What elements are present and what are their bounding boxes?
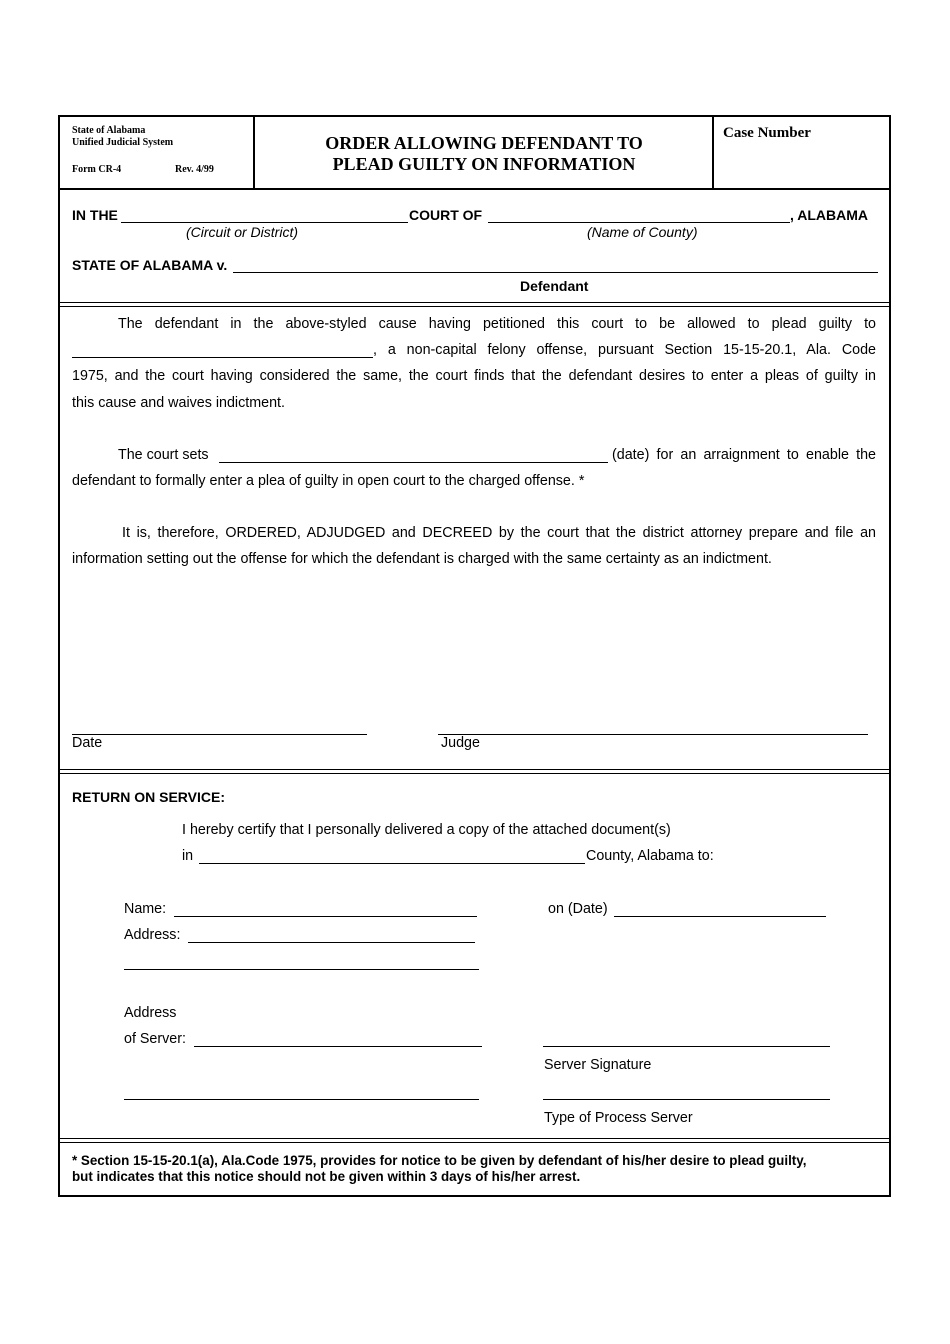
defendant-name-field[interactable]: [233, 272, 878, 273]
county-field[interactable]: [488, 222, 790, 223]
process-server-type-field[interactable]: [543, 1099, 830, 1100]
form-title-line-2: PLEAD GUILTY ON INFORMATION: [332, 154, 636, 174]
server-signature-label: Server Signature: [544, 1057, 652, 1073]
county-hint: (Name of County): [587, 224, 698, 240]
address-label: Address:: [124, 927, 181, 943]
state-v-label: STATE OF ALABAMA v.: [72, 257, 228, 273]
in-the-label: IN THE: [72, 207, 118, 223]
offense-field[interactable]: [72, 357, 373, 358]
served-address-field-1[interactable]: [188, 942, 475, 943]
caption-double-rule: [59, 302, 890, 307]
judge-signature-field[interactable]: [438, 734, 868, 735]
p1-line1-text: The defendant in the above-styled cause having petitioned this court to be allowed to plead guilty to: [118, 316, 876, 332]
arraignment-tail: (date) for an arraignment to enable the: [612, 447, 876, 463]
header-bottom-rule: [59, 188, 890, 190]
revision: Rev. 4/99: [175, 164, 214, 175]
order-date-field[interactable]: [72, 734, 367, 735]
address-server-label-1: Address: [124, 1005, 177, 1021]
return-service-heading: RETURN ON SERVICE:: [72, 789, 225, 805]
certify-line: I hereby certify that I personally delivered a copy of the attached document(s): [182, 822, 671, 838]
server-address-field-2[interactable]: [124, 1099, 479, 1100]
agency-line-1: State of Alabama: [72, 125, 146, 136]
paragraph-3-line-1: It is, therefore, ORDERED, ADJUDGED and DECREED by the court that the district attorney prepare and file an: [122, 525, 876, 541]
county-alabama-to: County, Alabama to:: [586, 848, 714, 864]
p1-line2-text: , a non-capital felony offense, pursuant Section 15-15-20.1, Ala. Code: [373, 342, 876, 358]
date-label: Date: [72, 735, 103, 751]
court-sets-label: The court sets: [118, 447, 209, 463]
form-title-line-1: ORDER ALLOWING DEFENDANT TO: [325, 133, 643, 153]
judge-label: Judge: [441, 735, 480, 751]
defendant-label: Defendant: [520, 278, 589, 294]
paragraph-1-line-2: [373, 342, 876, 358]
server-address-field-1[interactable]: [194, 1046, 482, 1047]
case-number-label: Case Number: [723, 125, 811, 141]
served-address-field-2[interactable]: [124, 969, 479, 970]
order-double-rule: [59, 769, 890, 774]
alabama-label: , ALABAMA: [790, 207, 869, 223]
paragraph-1-line-3: 1975, and the court having considered the same, the court finds that the defendant desires to enter a pleas of guilty in: [72, 368, 876, 384]
case-number-field[interactable]: [723, 150, 883, 180]
process-server-label: Type of Process Server: [544, 1110, 693, 1126]
court-type-field[interactable]: [121, 222, 408, 223]
arraignment-date-field[interactable]: [219, 462, 608, 463]
service-date-field[interactable]: [614, 916, 826, 917]
form-number: Form CR-4: [72, 164, 122, 175]
address-server-label-2: of Server:: [124, 1031, 186, 1047]
paragraph-1-line-4: this cause and waives indictment.: [72, 395, 285, 411]
footnote-line-2: but indicates that this notice should not be given within 3 days of his/her arrest.: [72, 1169, 581, 1184]
name-label: Name:: [124, 901, 167, 917]
paragraph-3-line-2: information setting out the offense for which the defendant is charged with the same certainty as an indictment.: [72, 551, 772, 567]
paragraph-2-line-2: defendant to formally enter a plea of guilty in open court to the charged offense. *: [72, 473, 585, 489]
served-name-field[interactable]: [174, 916, 477, 917]
server-signature-field[interactable]: [543, 1046, 830, 1047]
footnote-double-rule: [59, 1138, 890, 1143]
agency-line-2: Unified Judicial System: [72, 137, 174, 148]
footnote-line-1: * Section 15-15-20.1(a), Ala.Code 1975, provides for notice to be given by defendant of his/her desire to plead guilty,: [72, 1153, 807, 1168]
in-label: in: [182, 848, 194, 864]
paragraph-1-line-1: [72, 316, 876, 332]
circuit-hint: (Circuit or District): [186, 224, 298, 240]
on-date-label: on (Date): [548, 901, 608, 917]
service-county-field[interactable]: [199, 863, 585, 864]
court-of-label: COURT OF: [409, 207, 483, 223]
